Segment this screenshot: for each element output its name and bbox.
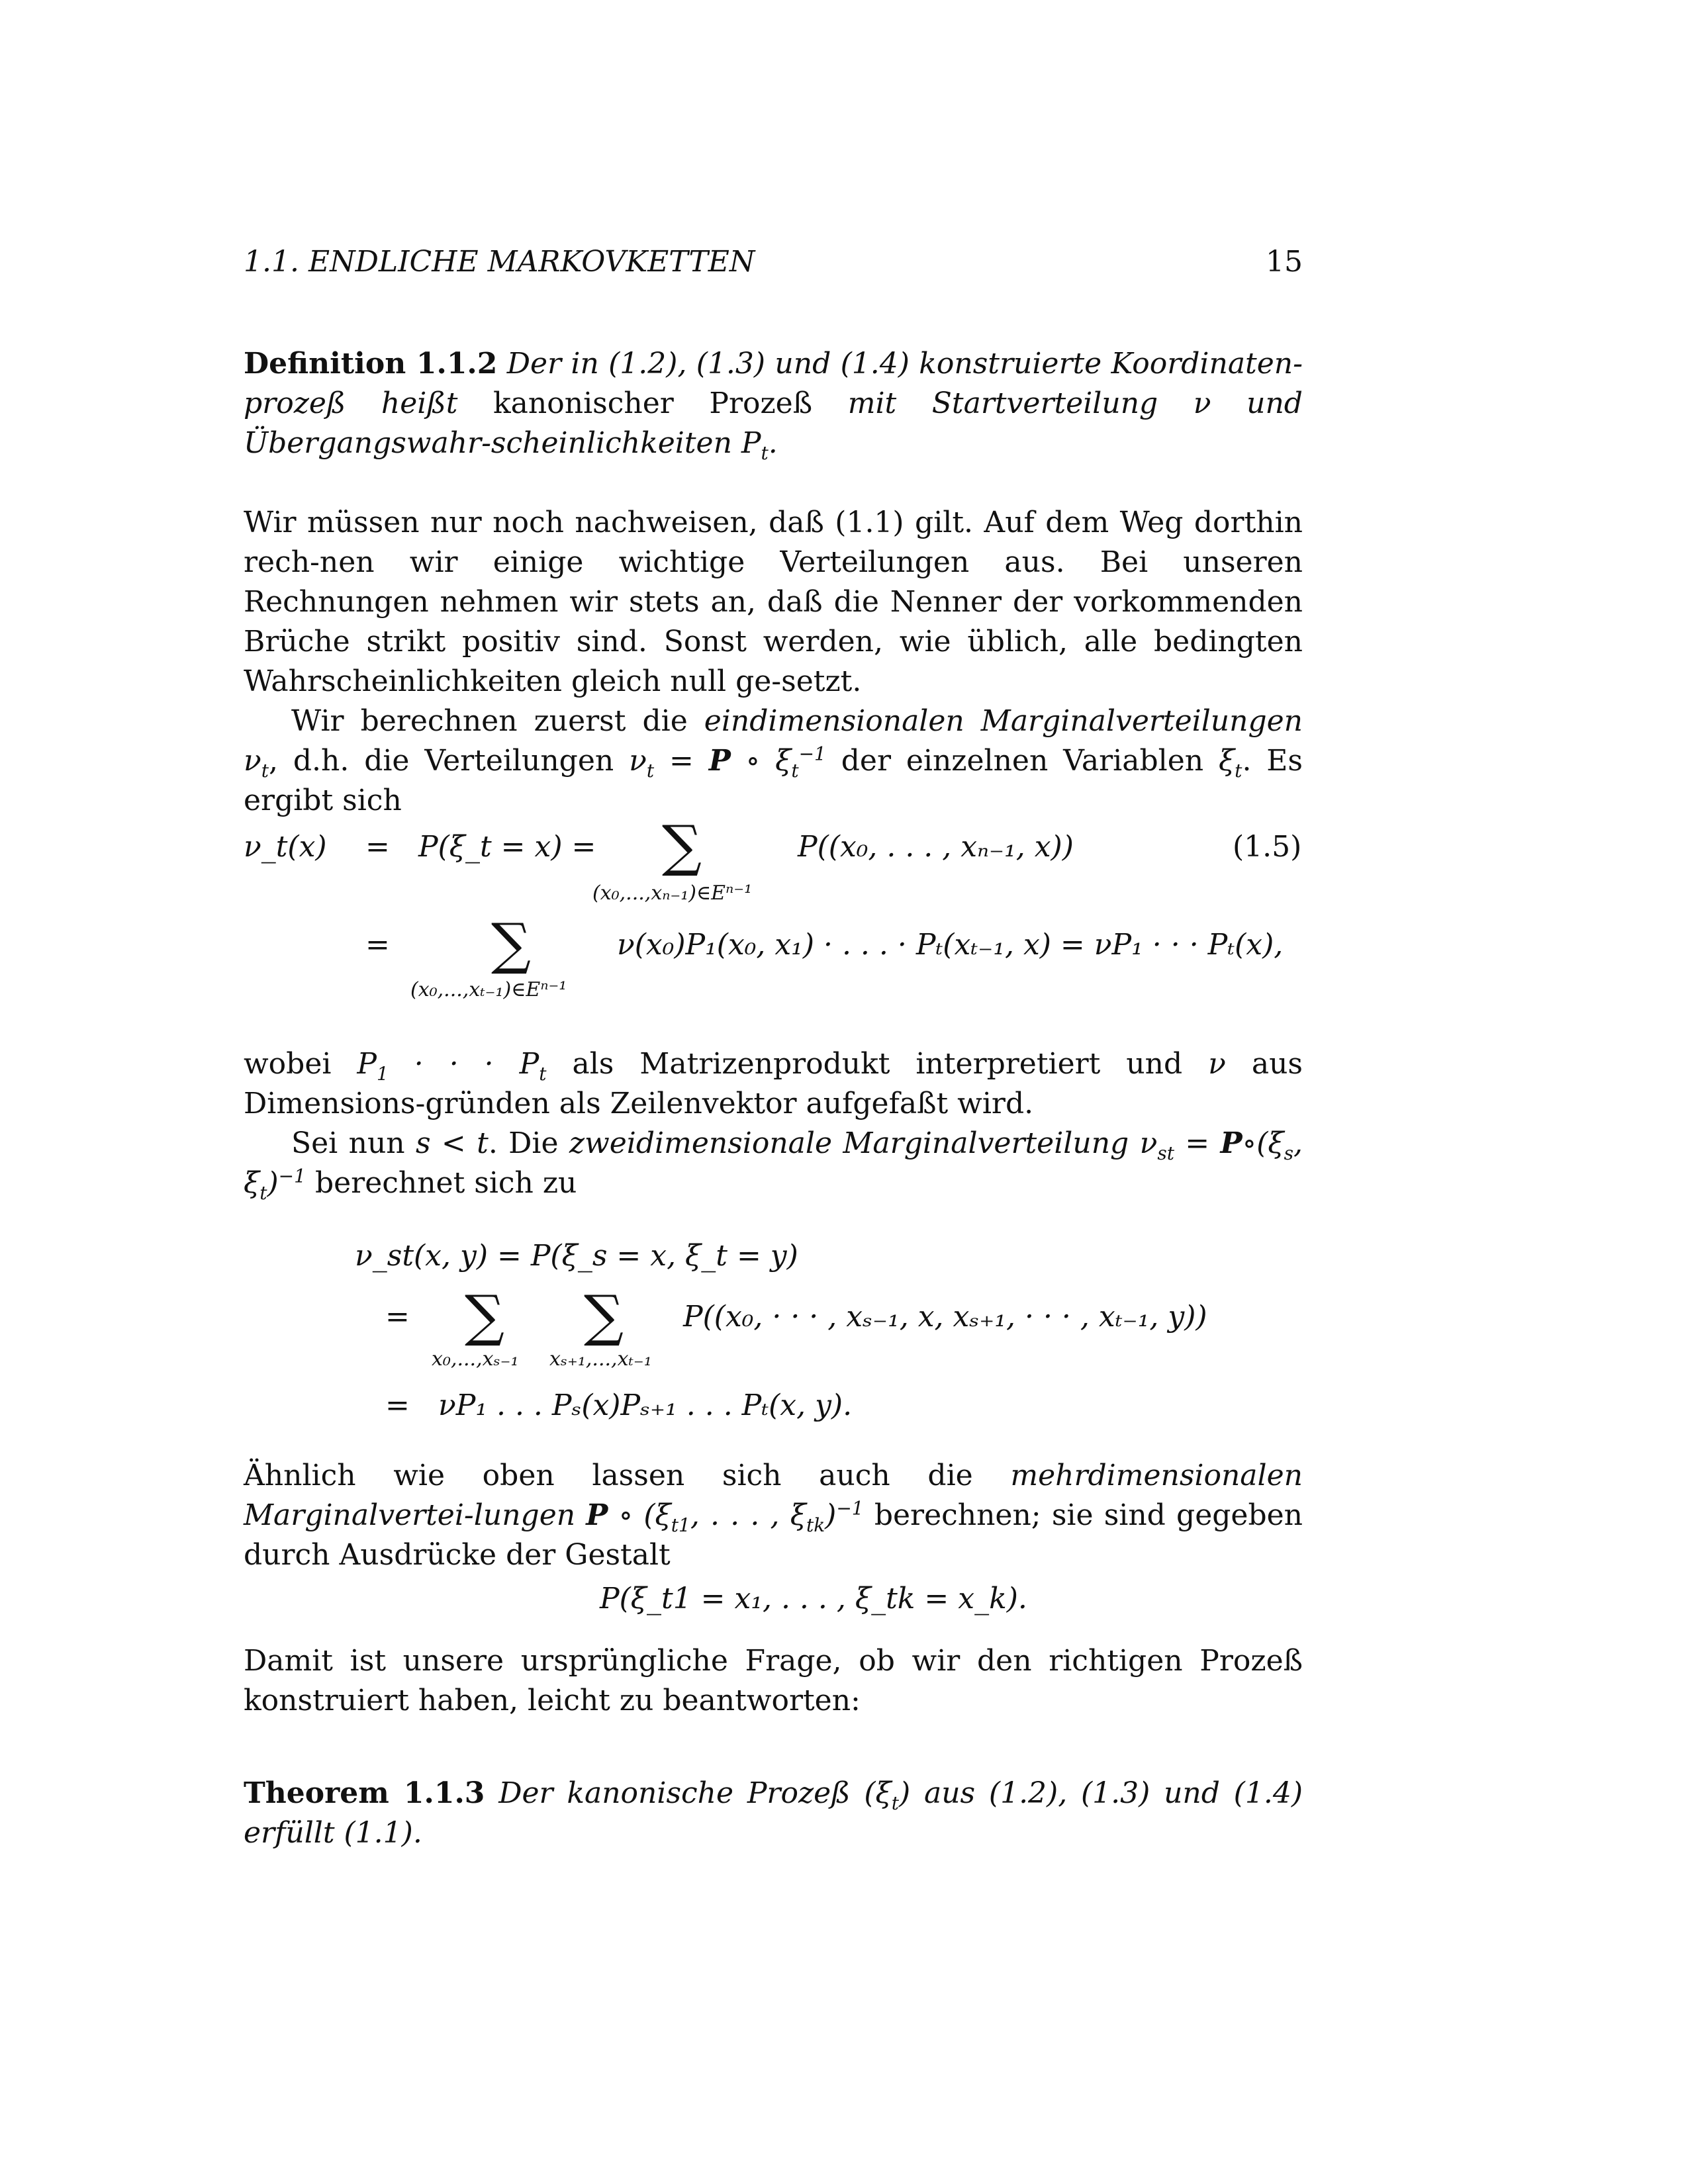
definition-text-a: Der in (1.2), (1.3) und (1.4) konstruierte Koordinaten-prozeß heißt bbox=[244, 347, 1303, 420]
eq15-sum-2: ∑ bbox=[491, 911, 531, 976]
page-number: 15 bbox=[1266, 245, 1303, 279]
theorem-text-b: aus (1.2), (1.3) und (1.4) erfüllt (1.1). bbox=[244, 1776, 1303, 1850]
definition-text-c: mit Startverteilung ν und Übergangswahr-scheinlichkeiten P bbox=[244, 387, 1303, 460]
paragraph-4 bbox=[244, 1124, 1303, 1203]
eq-st-sum-a: ∑ bbox=[465, 1283, 504, 1348]
theorem-text-a: Der kanonische Prozeß bbox=[498, 1776, 851, 1810]
theorem-block bbox=[244, 1774, 1303, 1853]
definition-sub: t bbox=[761, 441, 769, 464]
p2-b: eindimensionalen Marginalverteilungen bbox=[704, 704, 1303, 738]
p2-math-xi-t: $\xi_t$ bbox=[1218, 744, 1243, 782]
p4-c: zweidimensionale Marginalverteilung bbox=[569, 1126, 1129, 1160]
definition-end: . bbox=[768, 426, 778, 460]
theorem-math: $(\xi_t)$ bbox=[864, 1776, 911, 1814]
theorem-label: Theorem 1.1.3 bbox=[244, 1776, 485, 1810]
eq-st-limits-b: xₛ₊₁,...,xₜ₋₁ bbox=[549, 1347, 652, 1371]
eq-st-equals-3: = bbox=[385, 1388, 410, 1422]
paragraph-1: Wir müssen nur noch nachweisen, daß (1.1) gilt. Auf dem Weg dorthin rech-nen wir einige wichtige Verteilungen aus. Bei unseren Rechnungen nehmen wir stets an, daß die Nenner der vorkommenden Brüche strikt positiv sind. Sonst werden, wie üblich, alle bedingten Wahrscheinlichkeiten gleich null ge-setzt. bbox=[244, 506, 1303, 698]
p2-c: , d.h. die Verteilungen bbox=[269, 744, 614, 778]
eq15-number: (1.5) bbox=[1233, 830, 1302, 864]
p5-c: berechnen; sie sind gegeben durch Ausdrücke der Gestalt bbox=[244, 1498, 1303, 1572]
p3-c: aus Dimensions-gründen als Zeilenvektor aufgefaßt wird. bbox=[244, 1047, 1303, 1120]
eq15-sum-2-limits: (x₀,...,xₜ₋₁)∈Eⁿ⁻¹ bbox=[410, 978, 567, 1001]
p4-a: Sei nun bbox=[291, 1126, 405, 1160]
p4-b: . Die bbox=[488, 1126, 559, 1160]
eq15-rhs-2: ν(x₀)P₁(x₀, x₁) · . . . · Pₜ(xₜ₋₁, x) = νP₁ · · · Pₜ(x), bbox=[617, 928, 1284, 962]
p3-b: als Matrizenprodukt interpretiert und bbox=[572, 1047, 1183, 1081]
eq15-sum-1: ∑ bbox=[662, 813, 702, 878]
eq15-equals-2: = bbox=[365, 928, 390, 962]
eq-st-line1: ν_st(x, y) = P(ξ_s = x, ξ_t = y) bbox=[355, 1239, 798, 1273]
eq-st-line3: νP₁ . . . Pₛ(x)Pₛ₊₁ . . . Pₜ(x, y). bbox=[438, 1388, 853, 1422]
eq15-lhs: ν_t(x) bbox=[244, 830, 327, 864]
p2-a: Wir berechnen zuerst die bbox=[291, 704, 688, 738]
p3-a: wobei bbox=[244, 1047, 332, 1081]
running-title: 1.1. ENDLICHE MARKOVKETTEN bbox=[244, 245, 755, 279]
definition-block bbox=[244, 344, 1303, 463]
p2-d: der einzelnen Variablen bbox=[841, 744, 1204, 778]
p2-e: . Es ergibt sich bbox=[244, 744, 1303, 817]
p2-math-nu-eq: $\nu_t = P$ ∘ $\xi_t^{-1}$ bbox=[629, 743, 826, 782]
eq-st-limits-a: x₀,...,xₛ₋₁ bbox=[432, 1347, 519, 1371]
paragraph-3 bbox=[244, 1044, 1303, 1124]
p2-math-nu-t: $\nu_t$ bbox=[244, 744, 269, 782]
eq15-rhs-1: P((x₀, . . . , xₙ₋₁, x)) bbox=[798, 830, 1074, 864]
p3-math-product: $P_1$ · · · $P_t$ bbox=[357, 1047, 547, 1085]
running-header bbox=[244, 242, 1303, 282]
p5-b: mehrdimensionalen Marginalvertei-lungen bbox=[244, 1459, 1303, 1532]
eq15-equals-1: = bbox=[365, 830, 390, 864]
paragraph-6: Damit ist unsere ursprüngliche Frage, ob wir den richtigen Prozeß konstruiert haben, leicht zu beantworten: bbox=[244, 1644, 1303, 1717]
eq15-sum-1-limits: (x₀,...,xₙ₋₁)∈Eⁿ⁻¹ bbox=[592, 882, 753, 905]
p4-math-nu-st: $\nu_{st}$ = $P\circ(\xi_s$, $\xi_t)^{-1}$ bbox=[244, 1126, 1303, 1204]
eq-st-line2-rhs: P((x₀, · · · , xₛ₋₁, x, xₛ₊₁, · · · , xₜ₋₁, y)) bbox=[683, 1300, 1207, 1334]
p3-math-nu: ν bbox=[1208, 1047, 1226, 1081]
eq-st-sum-b: ∑ bbox=[584, 1283, 624, 1348]
paragraph-2 bbox=[244, 702, 1303, 821]
paragraph-5 bbox=[244, 1456, 1303, 1575]
p4-math-s-lt-t: s < t bbox=[415, 1126, 489, 1160]
p4-d: berechnet sich zu bbox=[314, 1166, 577, 1200]
eq15-mid: P(ξ_t = x) = bbox=[418, 830, 596, 864]
p5-a: Ähnlich wie oben lassen sich auch die bbox=[244, 1459, 973, 1492]
eq-st-equals-2: = bbox=[385, 1300, 410, 1334]
definition-term: kanonischer Prozeß bbox=[493, 387, 813, 420]
eq-multidim: P(ξ_t1 = x₁, . . . , ξ_tk = x_k). bbox=[600, 1582, 1027, 1615]
p5-math: P ∘ ($\xi_{t1}$, . . . , $\xi_{tk})^{-1}$ bbox=[586, 1497, 864, 1536]
definition-label: Definition 1.1.2 bbox=[244, 347, 498, 381]
